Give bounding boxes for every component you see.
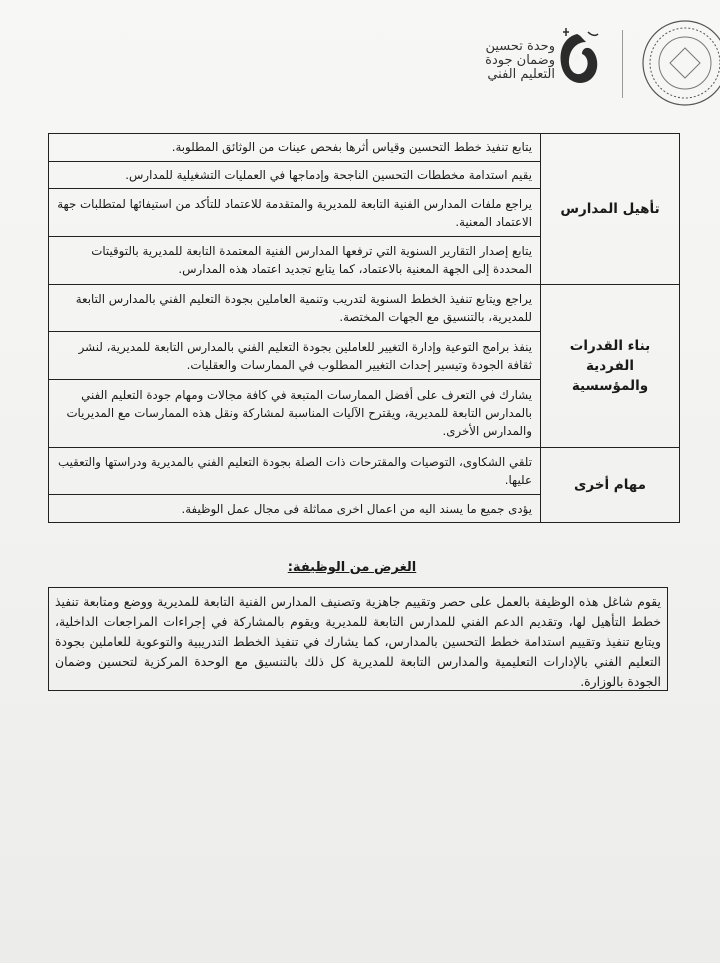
unit-name-line-3: التعليم الفني (487, 67, 555, 82)
unit-name-line-2: وضمان جودة (485, 53, 555, 68)
duty-cell: يتابع إصدار التقارير السنوية التي ترفعها المدارس الفنية المعتمدة التابعة للمديرية بالتوقيتات المحددة إلى الجهة المعنية بالاعتماد، كما يتابع تجديد اعتماد هذه المدارس. (49, 237, 541, 285)
duty-cell: يراجع ويتابع تنفيذ الخطط السنوية لتدريب وتنمية العاملين بجودة التعليم الفني بالمدارس التابعة للمديرية، بالتنسيق مع الجهات المختصة. (49, 284, 541, 332)
purpose-text: يقوم شاغل هذه الوظيفة بالعمل على حصر وتقييم جاهزية وتصنيف المدارس الفنية التابعة للمديرية ووضع ومتابعة تنفيذ خطط التأهيل لها، وتقديم الدعم الفني للمدارس التابعة للمديرية ويقوم بالمشاركة في إجراءات المراجعات الداخلية، ويتابع تنفيذ وتقييم استدامة خطط التحسين بالمدارس، كما يشارك في تنفيذ الخطط التدريبية والتوعوية للعاملين بجودة التعليم الفني بالإدارات التعليمية والمدارس التابعة للمديرية كل ذلك بالتنسيق مع الوحدة المركزية لتحسين وضمان الجودة بالوزارة. (48, 587, 668, 691)
duty-cell: يشارك في التعرف على أفضل الممارسات المتبعة في كافة مجالات ومهام جودة التعليم الفني بالمدارس التابعة للمديرية، ويقترح الآليات المناسبة لمشاركة ونقل هذه الممارسات مع المديريات والمدارس الأخرى. (49, 379, 541, 447)
ministry-seal-icon (640, 18, 720, 108)
purpose-title: الغرض من الوظيفة: (287, 560, 417, 575)
duties-table (48, 133, 680, 523)
table-row (49, 134, 680, 162)
duty-cell: يؤدى جميع ما يسند اليه من اعمال اخرى مماثلة فى مجال عمل الوظيفة. (49, 495, 541, 523)
header-divider (622, 30, 623, 98)
category-cell: مهام أخرى (541, 447, 680, 522)
duty-cell: يقيم استدامة مخططات التحسين الناجحة وإدماجها في العمليات التشغيلية للمدارس. (49, 161, 541, 189)
unit-name (455, 40, 555, 82)
category-cell: بناء القدرات الفردية والمؤسسية (541, 284, 680, 447)
category-cell: تأهيل المدارس (541, 134, 680, 285)
duty-cell: يتابع تنفيذ خطط التحسين وقياس أثرها بفحص عينات من الوثائق المطلوبة. (49, 134, 541, 162)
duty-cell: تلقي الشكاوى، التوصيات والمقترحات ذات الصلة بجودة التعليم الفني بالمديرية ودراستها والتعقيب عليها. (49, 447, 541, 495)
unit-name-line-1: وحدة تحسين (485, 39, 555, 54)
table-row (49, 447, 680, 495)
duty-cell: يراجع ملفات المدارس الفنية التابعة للمديرية والمتقدمة للاعتماد للتأكد من استيفائها لمتطلبات جهة الاعتماد المعنية. (49, 189, 541, 237)
duty-cell: ينفذ برامج التوعية وإدارة التغيير للعاملين بجودة التعليم الفني بالمدارس التابعة للمديرية، لنشر ثقافة الجودة وتيسير إحداث التغيير المطلوب في الممارسات والعقليات. (49, 332, 541, 380)
table-row (49, 284, 680, 332)
quality-unit-emblem-icon (552, 28, 602, 94)
